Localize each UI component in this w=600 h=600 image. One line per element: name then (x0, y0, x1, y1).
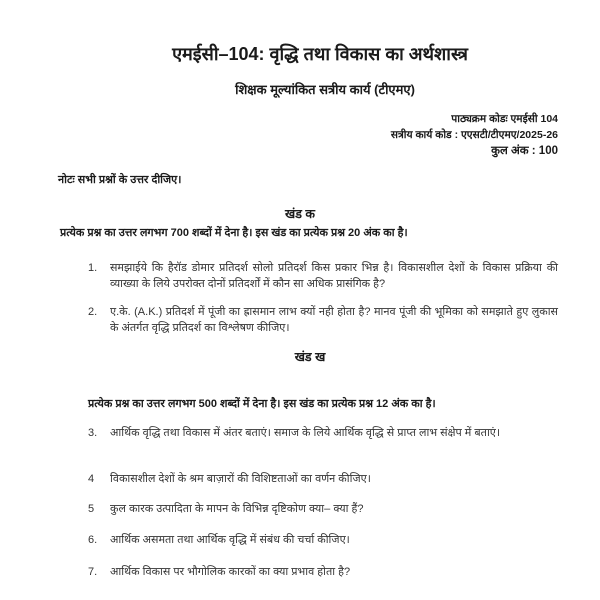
question-number: 5 (88, 503, 95, 515)
course-code: पाठ्यक्रम कोडः एमईसी 104 (451, 113, 558, 125)
question-text: समझाईये कि हैरॉड डोमार प्रतिदर्श सोलो प्रतिदर्श किस प्रकार भिन्न है। विकासशील देशों के विकास प्रक्रिया की व्याख्या के लिये उपरोक्त दोनों प्रतिदर्शों में कौन सा अधिक प्रासंगिक है? (110, 262, 558, 290)
note: नोटः सभी प्रश्नों के उत्तर दीजिए। (58, 174, 182, 186)
question-number: 3. (88, 427, 98, 439)
question-number: 6. (88, 534, 98, 546)
question-number: 1. (88, 262, 98, 274)
question (88, 425, 558, 441)
question-number: 4 (88, 473, 95, 485)
question-text: आर्थिक वृद्धि तथा विकास में अंतर बताएं। समाज के लिये आर्थिक वृद्धि से प्राप्त लाभ संक्षेप में बताएं। (110, 427, 501, 439)
question-number: 7. (88, 566, 98, 578)
section-a-title: खंड क (285, 207, 315, 221)
question-number: 2. (88, 306, 98, 318)
question-text: विकासशील देशों के श्रम बाज़ारों की विशिष्टताओं का वर्णन कीजिए। (110, 473, 371, 485)
question-text: आर्थिक असमता तथा आर्थिक वृद्धि में संबंध की चर्चा कीजिए। (110, 534, 350, 546)
section-b-title: खंड ख (294, 350, 326, 364)
question (88, 564, 558, 580)
section-b-instruction: प्रत्येक प्रश्न का उत्तर लगभग 500 शब्दों में देना है। इस खंड का प्रत्येक प्रश्न 12 अंक का है। (88, 398, 436, 410)
question-text: ए.के. (A.K.) प्रतिदर्श में पूंजी का ह्रासमान लाभ क्यों नही होता है? मानव पूंजी की भूमिका को समझाते हुए लुकास के अंतर्गत वृद्धि प्रतिदर्श का विश्लेषण कीजिए। (110, 306, 558, 334)
total-marks: कुल अंक : 100 (491, 145, 558, 157)
page-title: एमईसी–104: वृद्धि तथा विकास का अर्थशास्त्र (172, 44, 468, 64)
page-subtitle: शिक्षक मूल्यांकित सत्रीय कार्य (टीएमए) (235, 82, 415, 97)
assignment-code: सत्रीय कार्य कोड : एएसटी/टीएमए/2025-26 (390, 129, 558, 141)
question-text: आर्थिक विकास पर भौगोलिक कारकों का क्या प्रभाव होता है? (110, 566, 351, 578)
section-a-instruction: प्रत्येक प्रश्न का उत्तर लगभग 700 शब्दों में देना है। इस खंड का प्रत्येक प्रश्न 20 अंक का है। (60, 227, 408, 239)
question (88, 260, 558, 292)
question (88, 304, 558, 336)
question (88, 501, 558, 517)
question-text: कुल कारक उत्पादिता के मापन के विभिन्न दृष्टिकोण क्या– क्या हैं? (110, 503, 364, 515)
question (88, 532, 558, 548)
question (88, 471, 558, 487)
